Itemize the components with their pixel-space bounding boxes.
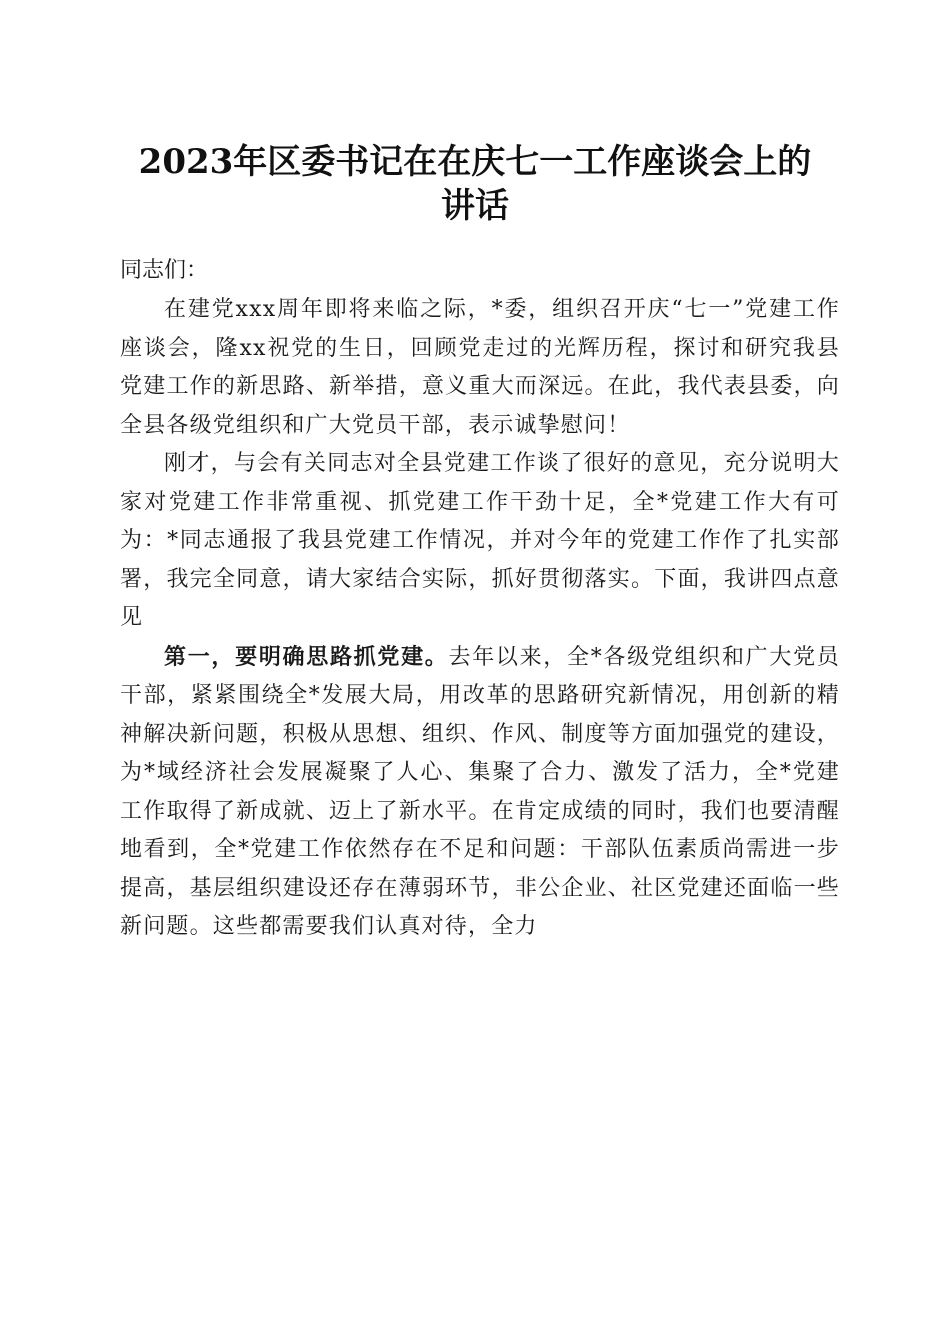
paragraph-2-text: 刚才，与会有关同志对全县党建工作谈了很好的意见，充分说明大家对党建工作非常重视、抓党建工作干劲十足，全*党建工作大有可为：*同志通报了我县党建工作情况，并对今年的党建工作作了扎实部署，我完全同意，请大家结合实际，抓好贯彻落实。下面，我讲四点意见	[120, 451, 840, 630]
salutation: 同志们：	[120, 258, 209, 283]
paragraph-1	[120, 291, 840, 445]
document-title-line-2: 讲话	[441, 186, 509, 226]
document-body	[120, 291, 840, 947]
document-title-line-1: 2023年区委书记在在庆七一工作座谈会上的	[138, 142, 812, 182]
paragraph-3-text: 去年以来，全*各级党组织和广大党员干部，紧紧围绕全*发展大局，用改革的思路研究新情况，用创新的精神解决新问题，积极从思想、组织、作风、制度等方面加强党的建设，为*域经济社会发展凝聚了人心、集聚了合力、激发了活力，全*党建工作取得了新成就、迈上了新水平。在肯定成绩的同时，我们也要清醒地看到，全*党建工作依然存在不足和问题：干部队伍素质尚需进一步提高，基层组织建设还存在薄弱环节，非公企业、社区党建还面临一些新问题。这些都需要我们认真对待，全力	[120, 644, 840, 939]
paragraph-3-lead: 第一，要明确思路抓党建。	[164, 643, 449, 670]
paragraph-2	[120, 445, 840, 638]
paragraph-3	[120, 638, 840, 947]
paragraph-1-text: 在建党xxx周年即将来临之际，*委，组织召开庆“七一”党建工作座谈会，隆xx祝党的生日，回顾党走过的光辉历程，探讨和研究我县党建工作的新思路、新举措，意义重大而深远。在此，我代表县委，向全县各级党组织和广大党员干部，表示诚挚慰问！	[120, 297, 840, 438]
